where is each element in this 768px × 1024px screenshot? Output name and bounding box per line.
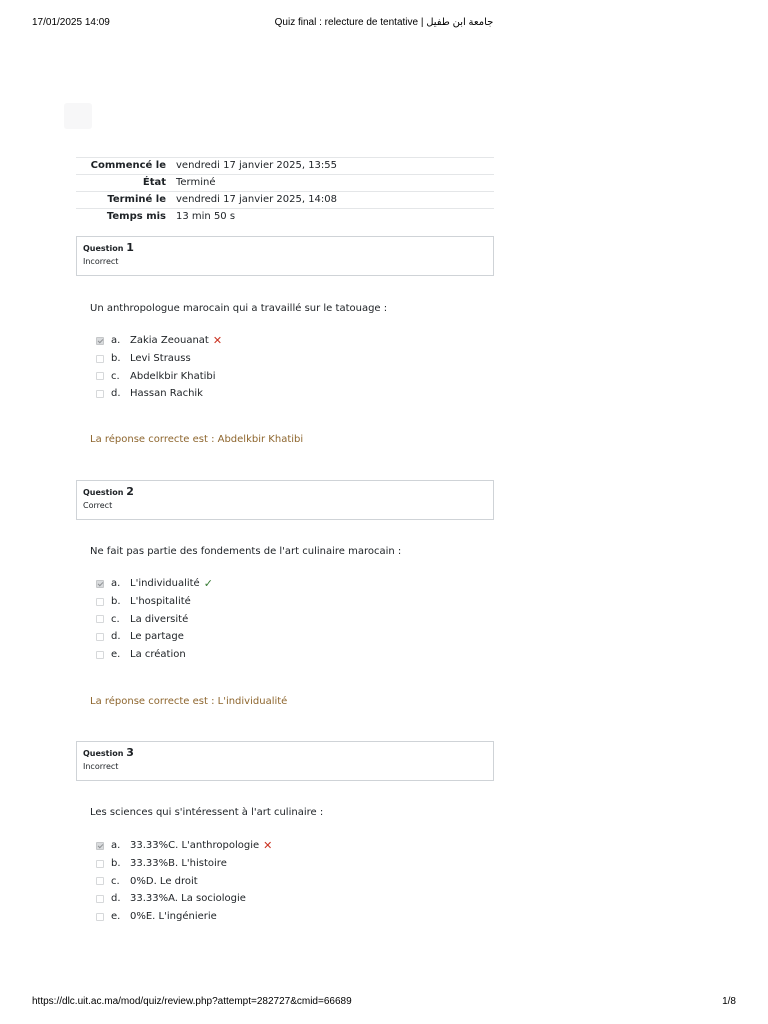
print-header bbox=[32, 17, 736, 31]
answer-text: 33.33%B. L'histoire bbox=[130, 858, 227, 870]
answer-text: Zakia Zeouanat bbox=[130, 335, 209, 347]
answer-checkbox[interactable] bbox=[96, 598, 104, 606]
question-2-answers bbox=[96, 575, 213, 663]
question-state: Incorrect bbox=[83, 762, 119, 771]
answer-option[interactable] bbox=[96, 855, 272, 873]
answer-checkbox[interactable] bbox=[96, 860, 104, 868]
print-url: https://dlc.uit.ac.ma/mod/quiz/review.php?attempt=282727&cmid=66689 bbox=[32, 996, 352, 1007]
answer-option[interactable] bbox=[96, 646, 213, 664]
answer-letter: c. bbox=[111, 613, 120, 625]
answer-text: La diversité bbox=[130, 613, 189, 625]
answer-text: 0%D. Le droit bbox=[130, 875, 198, 887]
answer-option[interactable] bbox=[96, 628, 213, 646]
correct-icon: ✓ bbox=[203, 577, 213, 591]
answer-letter: b. bbox=[111, 596, 121, 608]
summary-row-completed bbox=[76, 191, 494, 208]
question-1-feedback: La réponse correcte est : Abdelkbir Khatibi bbox=[90, 434, 304, 445]
question-3-answers bbox=[96, 837, 272, 925]
answer-letter: a. bbox=[111, 578, 121, 590]
summary-label: Commencé le bbox=[90, 160, 166, 171]
question-1-text: Un anthropologue marocain qui a travaillé sur le tatouage : bbox=[90, 303, 388, 314]
summary-row-started bbox=[76, 157, 494, 174]
question-2-info bbox=[76, 480, 494, 520]
incorrect-icon: ✕ bbox=[263, 839, 273, 853]
answer-option[interactable] bbox=[96, 837, 272, 855]
answer-checkbox[interactable] bbox=[96, 337, 104, 345]
answer-letter: c. bbox=[111, 875, 120, 887]
question-2-text: Ne fait pas partie des fondements de l'art culinaire marocain : bbox=[90, 546, 402, 557]
print-date: 17/01/2025 14:09 bbox=[32, 17, 110, 28]
answer-option[interactable] bbox=[96, 593, 213, 611]
answer-text: Hassan Rachik bbox=[130, 388, 203, 400]
answer-text: Le partage bbox=[130, 631, 184, 643]
answer-checkbox[interactable] bbox=[96, 633, 104, 641]
answer-checkbox[interactable] bbox=[96, 877, 104, 885]
answer-option[interactable] bbox=[96, 385, 222, 403]
answer-checkbox[interactable] bbox=[96, 372, 104, 380]
answer-option[interactable] bbox=[96, 367, 222, 385]
answer-text: 0%E. L'ingénierie bbox=[130, 911, 217, 923]
answer-text: L'individualité bbox=[130, 578, 200, 590]
answer-letter: a. bbox=[111, 335, 121, 347]
print-footer bbox=[32, 996, 736, 1010]
question-2-feedback: La réponse correcte est : L'individualité bbox=[90, 696, 288, 707]
answer-text: 33.33%A. La sociologie bbox=[130, 893, 246, 905]
answer-checkbox[interactable] bbox=[96, 842, 104, 850]
answer-checkbox[interactable] bbox=[96, 895, 104, 903]
question-prefix: Question bbox=[83, 488, 124, 497]
question-prefix: Question bbox=[83, 244, 124, 253]
summary-row-state bbox=[76, 174, 494, 191]
answer-option[interactable] bbox=[96, 908, 272, 926]
answer-letter: b. bbox=[111, 353, 121, 365]
answer-option[interactable] bbox=[96, 610, 213, 628]
question-num: 3 bbox=[126, 746, 134, 759]
question-number bbox=[83, 241, 487, 255]
answer-option[interactable] bbox=[96, 350, 222, 368]
answer-letter: d. bbox=[111, 388, 121, 400]
question-num: 1 bbox=[126, 241, 134, 254]
answer-letter: a. bbox=[111, 840, 121, 852]
answer-checkbox[interactable] bbox=[96, 651, 104, 659]
answer-text: 33.33%C. L'anthropologie bbox=[130, 840, 260, 852]
summary-value: Terminé bbox=[176, 177, 216, 188]
answer-letter: e. bbox=[111, 649, 121, 661]
summary-label: Temps mis bbox=[106, 211, 166, 222]
summary-value: vendredi 17 janvier 2025, 13:55 bbox=[176, 160, 338, 171]
answer-text: Abdelkbir Khatibi bbox=[130, 370, 216, 382]
answer-option[interactable] bbox=[96, 890, 272, 908]
print-page-number: 1/8 bbox=[722, 996, 736, 1007]
question-3-text: Les sciences qui s'intéressent à l'art culinaire : bbox=[90, 807, 324, 818]
answer-checkbox[interactable] bbox=[96, 355, 104, 363]
answer-letter: e. bbox=[111, 911, 121, 923]
question-prefix: Question bbox=[83, 749, 124, 758]
answer-option[interactable] bbox=[96, 575, 213, 593]
summary-value: vendredi 17 janvier 2025, 14:08 bbox=[176, 194, 338, 205]
answer-checkbox[interactable] bbox=[96, 580, 104, 588]
answer-text: La création bbox=[130, 649, 186, 661]
question-state: Correct bbox=[83, 501, 113, 510]
attempt-summary-table bbox=[76, 157, 494, 225]
answer-checkbox[interactable] bbox=[96, 913, 104, 921]
incorrect-icon: ✕ bbox=[212, 334, 223, 348]
answer-option[interactable] bbox=[96, 332, 222, 350]
answer-text: L'hospitalité bbox=[130, 596, 191, 608]
summary-row-time-taken bbox=[76, 208, 494, 225]
answer-option[interactable] bbox=[96, 872, 272, 890]
answer-letter: d. bbox=[111, 893, 121, 905]
summary-label: État bbox=[142, 177, 166, 188]
answer-letter: b. bbox=[111, 858, 121, 870]
site-logo bbox=[64, 103, 92, 129]
question-num: 2 bbox=[126, 485, 134, 498]
question-1-info bbox=[76, 236, 494, 276]
question-number bbox=[83, 746, 487, 760]
question-1-answers bbox=[96, 332, 222, 403]
summary-value: 13 min 50 s bbox=[176, 211, 236, 222]
summary-label: Terminé le bbox=[107, 194, 166, 205]
answer-letter: d. bbox=[111, 631, 121, 643]
question-3-info bbox=[76, 741, 494, 781]
question-number bbox=[83, 485, 487, 499]
answer-checkbox[interactable] bbox=[96, 390, 104, 398]
answer-checkbox[interactable] bbox=[96, 615, 104, 623]
answer-text: Levi Strauss bbox=[130, 353, 191, 365]
answer-letter: c. bbox=[111, 370, 120, 382]
question-state: Incorrect bbox=[83, 257, 119, 266]
print-page-title: Quiz final : relecture de tentative | جامعة ابن طفيل bbox=[274, 17, 494, 28]
